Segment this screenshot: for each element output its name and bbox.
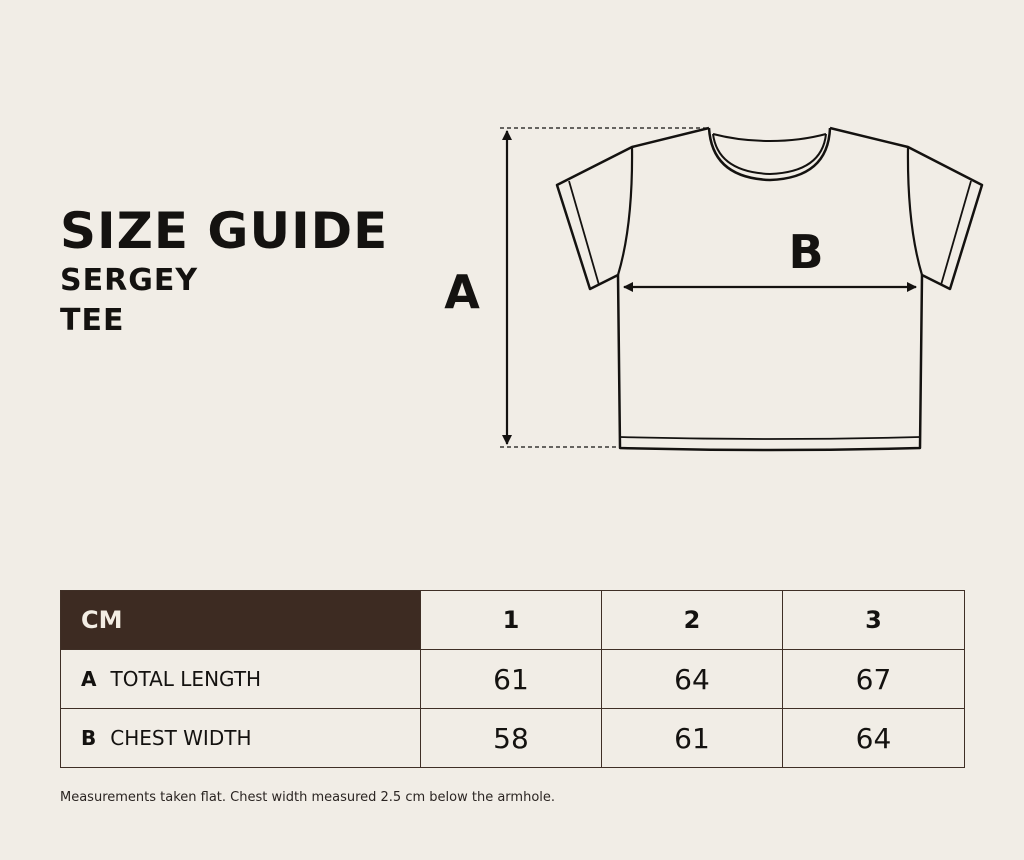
table-header-row xyxy=(61,591,965,650)
label-b: B xyxy=(788,225,824,279)
page-title: SIZE GUIDE xyxy=(60,202,389,260)
unit-header: CM xyxy=(61,591,421,650)
label-a: A xyxy=(444,265,480,319)
table-cell: 61 xyxy=(602,709,783,768)
size-header-3: 3 xyxy=(783,591,965,650)
table-cell: 64 xyxy=(602,650,783,709)
row-label-total-length xyxy=(61,650,421,709)
tshirt-outline-icon xyxy=(557,128,982,450)
size-table xyxy=(60,590,965,768)
table-cell: 58 xyxy=(421,709,602,768)
table-cell: 64 xyxy=(783,709,965,768)
table-cell: 61 xyxy=(421,650,602,709)
table-cell: 67 xyxy=(783,650,965,709)
product-name-line1: SERGEY xyxy=(60,263,199,298)
product-name-line2: TEE xyxy=(60,303,125,338)
size-header-2: 2 xyxy=(602,591,783,650)
row-label-chest-width xyxy=(61,709,421,768)
row-name: CHEST WIDTH xyxy=(110,726,252,750)
row-name: TOTAL LENGTH xyxy=(110,667,262,691)
row-letter: B xyxy=(81,726,97,750)
row-letter: A xyxy=(81,667,97,691)
table-row xyxy=(61,709,965,768)
size-header-1: 1 xyxy=(421,591,602,650)
measurement-note: Measurements taken flat. Chest width measured 2.5 cm below the armhole. xyxy=(60,790,556,805)
table-row xyxy=(61,650,965,709)
